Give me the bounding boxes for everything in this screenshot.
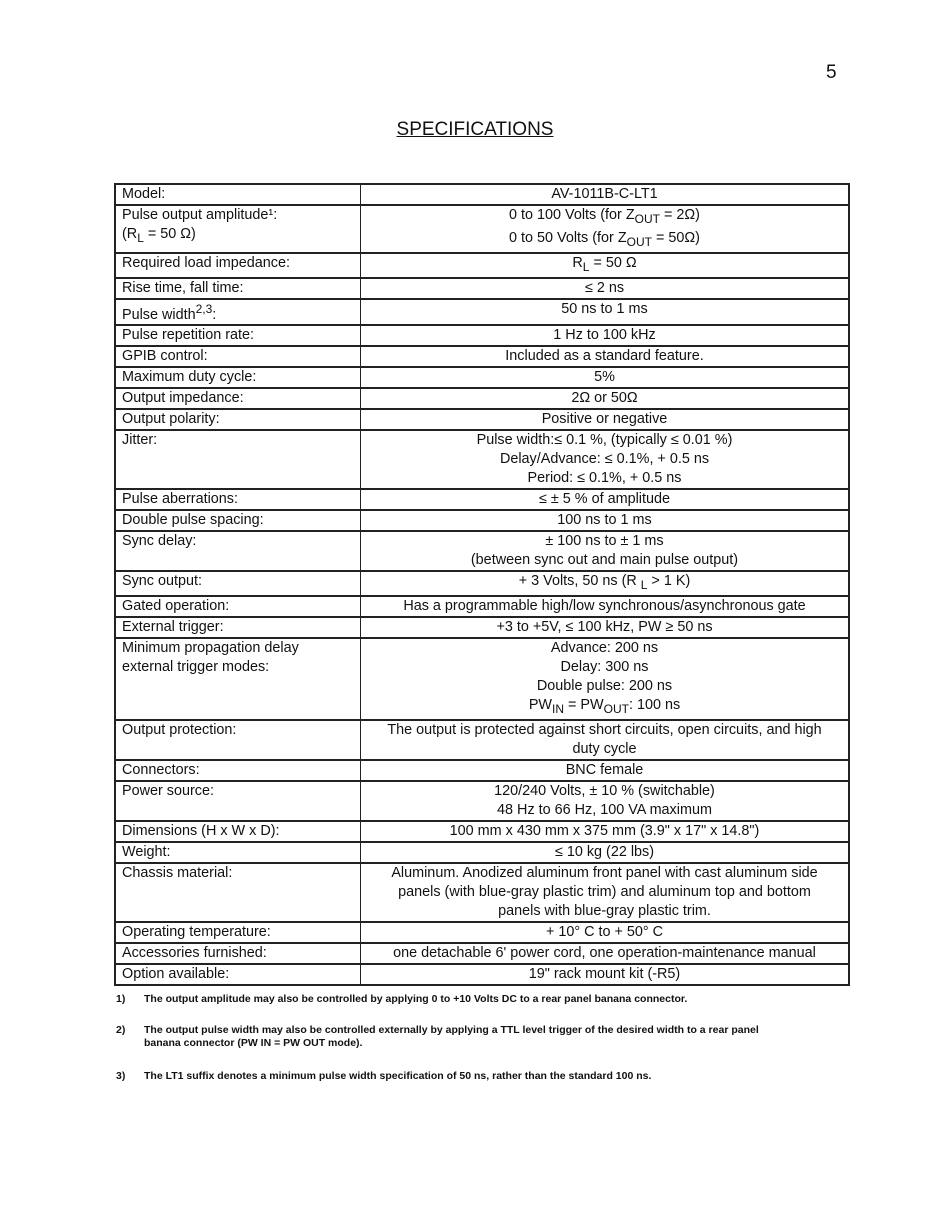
spec-label: External trigger:	[115, 617, 361, 638]
spec-label: Gated operation:	[115, 596, 361, 617]
spec-value: ≤ ± 5 % of amplitude	[361, 489, 850, 510]
spec-row	[115, 205, 849, 253]
spec-row	[115, 325, 849, 346]
spec-row	[115, 510, 849, 531]
spec-label: Output polarity:	[115, 409, 361, 430]
spec-value: BNC female	[361, 760, 850, 781]
spec-value: one detachable 6' power cord, one operation-maintenance manual	[361, 943, 850, 964]
spec-value: Positive or negative	[361, 409, 850, 430]
spec-value: Aluminum. Anodized aluminum front panel with cast aluminum side panels (with blue-gray plastic trim) and aluminum top and bottom panels with blue-gray plastic trim.	[361, 863, 850, 922]
spec-row	[115, 388, 849, 409]
spec-label: Dimensions (H x W x D):	[115, 821, 361, 842]
spec-value: 5%	[361, 367, 850, 388]
spec-row	[115, 184, 849, 205]
spec-label: Pulse repetition rate:	[115, 325, 361, 346]
spec-value: 2Ω or 50Ω	[361, 388, 850, 409]
spec-row	[115, 253, 849, 278]
spec-value: +3 to +5V, ≤ 100 kHz, PW ≥ 50 ns	[361, 617, 850, 638]
spec-row	[115, 409, 849, 430]
footnote-text: The output amplitude may also be controlled by applying 0 to +10 Volts DC to a rear panel banana connector.	[144, 993, 688, 1005]
spec-row	[115, 720, 849, 760]
spec-row	[115, 617, 849, 638]
spec-row	[115, 489, 849, 510]
footnote-3	[116, 1070, 836, 1083]
footnote-2	[116, 1024, 836, 1050]
spec-row	[115, 596, 849, 617]
spec-label: Maximum duty cycle:	[115, 367, 361, 388]
spec-label: Operating temperature:	[115, 922, 361, 943]
spec-value: The output is protected against short circuits, open circuits, and high duty cycle	[361, 720, 850, 760]
footnote-number: 3)	[116, 1070, 126, 1082]
spec-label: Model:	[115, 184, 361, 205]
spec-label: Sync output:	[115, 571, 361, 596]
spec-value: + 3 Volts, 50 ns (R $_L$ > 1 K)	[361, 571, 850, 596]
page-title-text: SPECIFICATIONS	[396, 119, 554, 140]
spec-value: ≤ 2 ns	[361, 278, 850, 299]
spec-value: 100 mm x 430 mm x 375 mm (3.9" x 17" x 14.8")	[361, 821, 850, 842]
spec-row	[115, 531, 849, 571]
spec-row	[115, 964, 849, 985]
footnote-number: 1)	[116, 993, 126, 1005]
spec-row	[115, 299, 849, 326]
spec-label: Accessories furnished:	[115, 943, 361, 964]
page-number: 5	[826, 62, 837, 83]
spec-value: 1 Hz to 100 kHz	[361, 325, 850, 346]
spec-label: Required load impedance:	[115, 253, 361, 278]
spec-label: Pulse aberrations:	[115, 489, 361, 510]
spec-value: 50 ns to 1 ms	[361, 299, 850, 326]
spec-label: Double pulse spacing:	[115, 510, 361, 531]
footnote-text: The LT1 suffix denotes a minimum pulse width specification of 50 ns, rather than the standard 100 ns.	[144, 1070, 652, 1082]
spec-value: ± 100 ns to ± 1 ms (between sync out and main pulse output)	[361, 531, 850, 571]
spec-label: Sync delay:	[115, 531, 361, 571]
spec-row	[115, 863, 849, 922]
spec-row	[115, 760, 849, 781]
spec-row	[115, 922, 849, 943]
spec-row	[115, 638, 849, 720]
spec-row	[115, 346, 849, 367]
spec-row	[115, 367, 849, 388]
spec-label: Connectors:	[115, 760, 361, 781]
spec-row	[115, 278, 849, 299]
spec-label: Pulse output amplitude¹: ($R_L = 50$ Ω)	[115, 205, 361, 253]
spec-label: Jitter:	[115, 430, 361, 489]
spec-label: Weight:	[115, 842, 361, 863]
spec-label: Pulse width$^{2,3}$:	[115, 299, 361, 326]
page-title	[0, 119, 950, 141]
spec-row	[115, 781, 849, 821]
footnote-number: 2)	[116, 1024, 126, 1036]
spec-row	[115, 571, 849, 596]
spec-label: Rise time, fall time:	[115, 278, 361, 299]
footnote-text: The output pulse width may also be controlled externally by applying a TTL level trigger of the desired width to a rear panel banana connector (PW IN = PW OUT mode).	[144, 1024, 759, 1049]
spec-value: Advance: 200 ns Delay: 300 ns Double pulse: 200 ns $PW_{IN} = PW_{OUT}$: 100 ns	[361, 638, 850, 720]
spec-value: 19" rack mount kit (-R5)	[361, 964, 850, 985]
spec-label: Chassis material:	[115, 863, 361, 922]
spec-value: Has a programmable high/low synchronous/asynchronous gate	[361, 596, 850, 617]
spec-label: Power source:	[115, 781, 361, 821]
spec-value: 0 to 100 Volts (for $Z_{OUT} = 2\Omega$) 0 to 50 Volts (for $Z_{OUT} = 50\Omega$)	[361, 205, 850, 253]
spec-value: 100 ns to 1 ms	[361, 510, 850, 531]
spec-label: Output impedance:	[115, 388, 361, 409]
spec-row	[115, 943, 849, 964]
footnote-1	[116, 993, 836, 1006]
spec-value: Included as a standard feature.	[361, 346, 850, 367]
spec-row	[115, 842, 849, 863]
spec-value: 120/240 Volts, ± 10 % (switchable) 48 Hz to 66 Hz, 100 VA maximum	[361, 781, 850, 821]
specifications-table-body	[115, 184, 849, 985]
spec-label: GPIB control:	[115, 346, 361, 367]
spec-value: + 10° C to + 50° C	[361, 922, 850, 943]
spec-label: Option available:	[115, 964, 361, 985]
spec-row	[115, 430, 849, 489]
spec-value: Pulse width:≤ 0.1 %, (typically ≤ 0.01 %) Delay/Advance: ≤ 0.1%, + 0.5 ns Period: ≤ 0.1%, + 0.5 ns	[361, 430, 850, 489]
spec-value: AV-1011B-C-LT1	[361, 184, 850, 205]
spec-label: Output protection:	[115, 720, 361, 760]
spec-row	[115, 821, 849, 842]
spec-value: $R_L = 50$ Ω	[361, 253, 850, 278]
spec-label: Minimum propagation delay external trigger modes:	[115, 638, 361, 720]
specifications-table	[114, 183, 850, 986]
spec-value: ≤ 10 kg (22 lbs)	[361, 842, 850, 863]
